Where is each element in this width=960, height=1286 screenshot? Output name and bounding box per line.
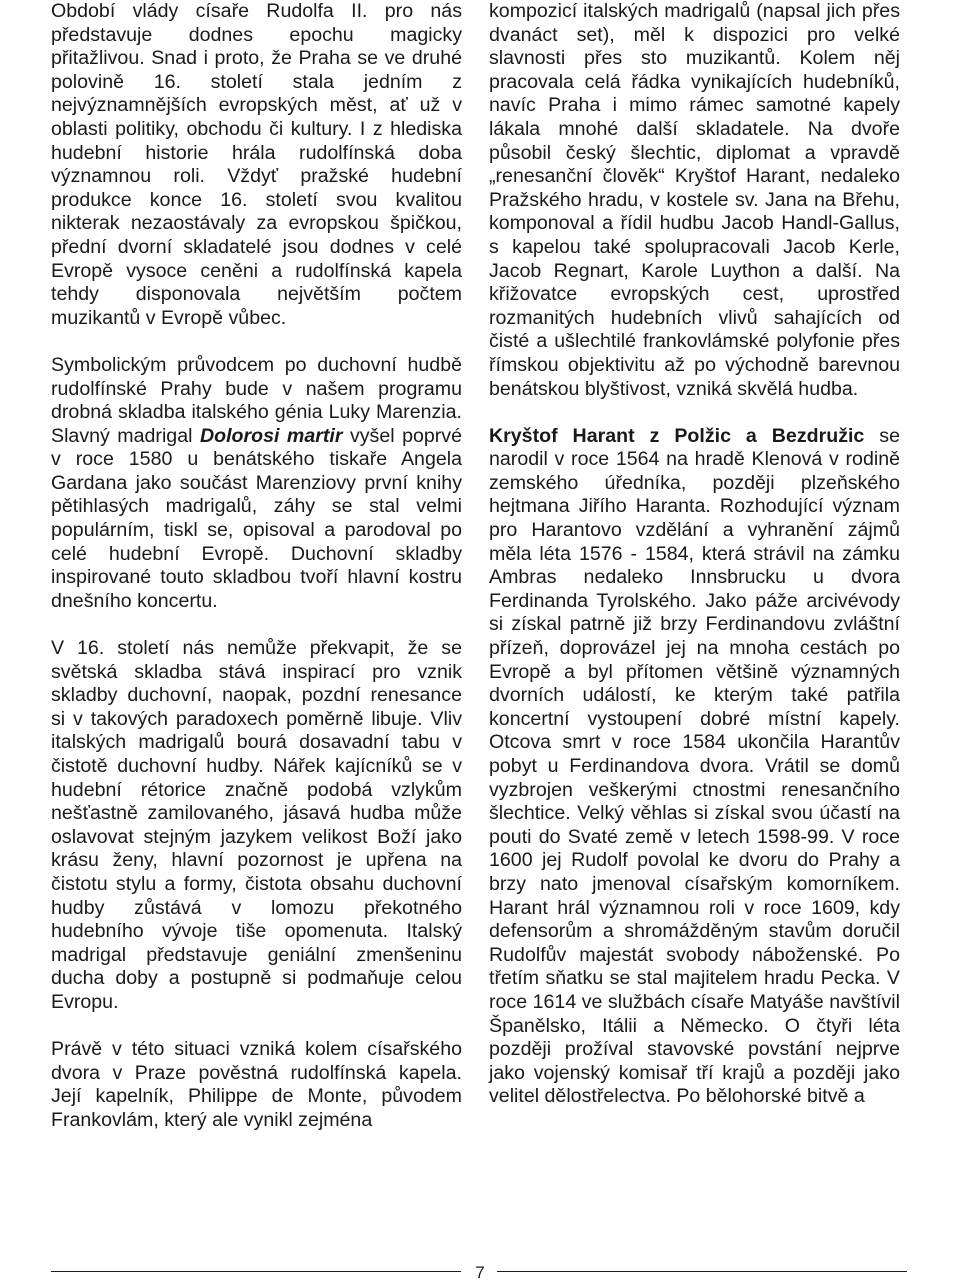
paragraph-monte-composers: kompozicí italských madrigalů (napsal jich přes dvanáct set), měl k dispozici pro velké slavnosti přes sto muzikantů. Kolem něj pracovala celá řádka vynikajících hudebníků, navíc Praha i mimo rámec samotné kapely lákala mnohé další skladatele. Na dvoře působil český šlechtic, diplomat a vpravdě „renesanční člověk“ Kryštof Harant, nedaleko Pražského hradu, v kostele sv. Jana na Břehu, komponoval a řídil hudbu Jacob Handl-Gallus, s kapelou také spolupracovali Jacob Kerle, Jacob Regnart, Karole Luython a další. Na křižovatce evropských cest, uprostřed rozmanitých hudebních vlivů sahajících od čisté a ušlechtilé frankovlámské polyfonie přes římskou objektivitu až po východně barevnou benátskou blyštivost, vzniká skvělá hudba. bbox=[489, 0, 900, 400]
right-column bbox=[489, 0, 900, 1109]
paragraph-marenzio bbox=[51, 354, 462, 614]
page-number: 7 bbox=[466, 1263, 494, 1283]
paragraph-marenzio-intro: Symbolickým průvodcem po duchovní hudbě rudolfínské Prahy bude v našem programu drobná skladba italského génia Luky Marenzia. Slavný madrigal bbox=[51, 353, 462, 447]
harant-biography-text: se narodil v roce 1564 na hradě Klenová v rodině zemského úředníka, později plzeňského hejtmana Jiřího Haranta. Rozhodující význam pro Harantovo vzdělání a vyhranění zájmů měla léta 1576 - 1584, která strávil na zámku Ambras nedaleko Innsbrucku u dvora Ferdinanda Tyrolského. Jako páže arcivévody si získal patrně již brzy Ferdinandovu zvláštní přízeň, doprovázel jej na mnoha cestách po Evropě a byl přítomen většině významných dvorních událostí, ke kterým také patřila koncertní vystoupení dobré místní kapely. Otcova smrt v roce 1584 ukončila Harantův pobyt u Ferdinandova dvora. Vrátil se domů vyzbrojen veškerými ctnostmi renesančního šlechtice. Velký věhlas si získal svou účastí na pouti do Svaté země v letech 1598-99. V roce 1600 jej Rudolf povolal ke dvoru do Prahy a brzy nato jmenoval císařským komorníkem. Harant hrál významnou roli v roce 1609, kdy defensorům a shromážděným stavům doručil Rudolfův majestát svobody náboženské. Po třetím sňatku se stal majitelem hradu Pecka. V roce 1614 ve službách císaře Matyáše navštívil Španělsko, Itálii a Německo. O čtyři léta později prožíval stavovské povstání nejprve jako vojenský komisař tří krajů a později jako velitel dělostřelectva. Po bělohorské bitvě a bbox=[489, 424, 901, 1108]
paragraph-marenzio-rest: vyšel poprvé v roce 1580 u benátského tiskaře Angela Gardana jako součást Marenziovy první knihy pětihlasých madrigalů, záhy se stal velmi populárním, tiskl se, opisoval a parodoval po celé hudební Evropě. Duchovní skladby inspirované touto skladbou tvoří hlavní kostru dnešního koncertu. bbox=[51, 424, 462, 612]
left-column bbox=[51, 0, 462, 1133]
paragraph-harant-biography bbox=[489, 425, 900, 1109]
paragraph-rudolfine-chapel: Právě v této situaci vzniká kolem císařského dvora v Praze pověstná rudolfínská kapela. Její kapelník, Philippe de Monte, původem Frankovlám, který ale vynikl zejména bbox=[51, 1038, 462, 1131]
footer-rule-left bbox=[51, 1271, 461, 1272]
footer-rule-right bbox=[497, 1271, 907, 1272]
paragraph-madrigal-influence: V 16. století nás nemůže překvapit, že se světská skladba stává inspirací pro vznik skladby duchovní, naopak, pozdní renesance si v takových paradoxech poměrně libuje. Vliv italských madrigalů bourá dosavadní tabu v čistotě duchovní hudby. Nářek kajícníků se v hudební rétorice značně podobá vzlykům nešťastně zamilovaného, jásavá hudba může oslavovat stejným jazykem velikost Boží jako krásu ženy, hlavní pozornost je upřena na čistotu stylu a formy, čistota obsahu duchovní hudby zůstává v lomozu překotného hudebního vývoje tiše opomenuta. Italský madrigal představuje geniální zmenšeninu ducha doby a postupně si podmaňuje celou Evropu. bbox=[51, 637, 462, 1013]
harant-name: Kryštof Harant z Polžic a Bezdružic bbox=[489, 424, 865, 447]
paragraph-rudolf-era: Období vlády císaře Rudolfa II. pro nás představuje dodnes epochu magicky přitažlivou. Snad i proto, že Praha se ve druhé polovině 16. století stala jedním z nejvýznamnějších evropských měst, ať už v oblasti politiky, obchodu či kultury. I z hlediska hudební historie hrála rudolfínská doba významnou roli. Vždyť pražské hudební produkce konce 16. století svou kvalitou nikterak nezaostávaly za evropskou špičkou, přední dvorní skladatelé jsou dodnes v celé Evropě vysoce ceněni a rudolfínská kapela tehdy disponovala největším počtem muzikantů v Evropě vůbec. bbox=[51, 0, 462, 329]
madrigal-title: Dolorosi martir bbox=[199, 424, 343, 447]
